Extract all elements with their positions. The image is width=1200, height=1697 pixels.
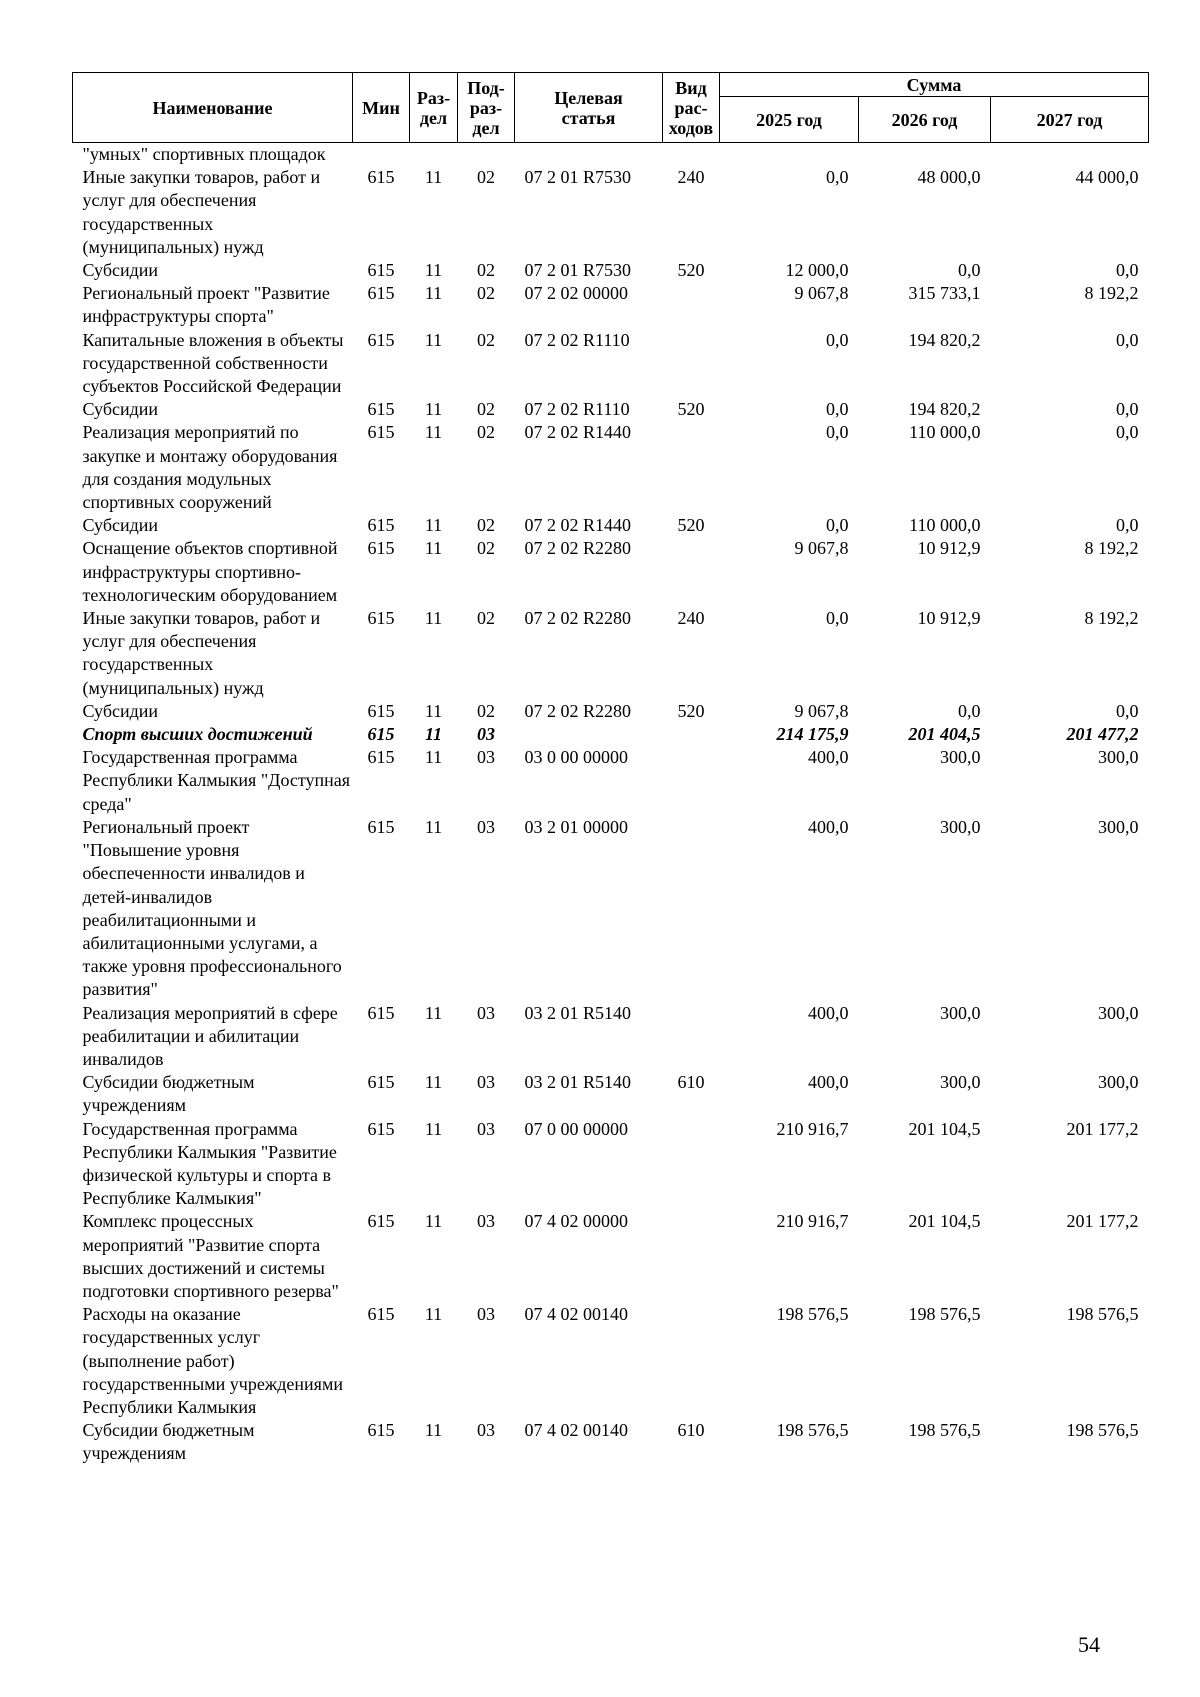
cell-min: 615 xyxy=(367,1072,395,1093)
cell-vid xyxy=(663,746,720,816)
cell-name: Субсидии xyxy=(82,260,159,281)
cell-2027: 300,0 xyxy=(1098,747,1139,768)
cell-name: Капитальные вложения в объекты государственной собственности субъектов Российской Федерации xyxy=(82,329,344,397)
cell-min: 615 xyxy=(367,399,395,420)
cell-podrazdel: 03 xyxy=(477,1118,495,1139)
cell-2025: 0,0 xyxy=(826,329,849,350)
cell-target: 07 2 02 R2280 xyxy=(524,538,632,559)
cell-2027: 198 576,5 xyxy=(1066,1420,1139,1441)
cell-podrazdel: 02 xyxy=(477,329,495,350)
cell-podrazdel: 02 xyxy=(477,283,495,304)
table-row xyxy=(73,1419,1149,1465)
cell-target: 03 0 00 00000 xyxy=(524,747,628,768)
cell-2025: 0,0 xyxy=(826,399,849,420)
cell-name: Государственная программа Республики Калмыкия "Развитие физической культуры и спорта в Республике Калмыкия" xyxy=(82,1118,337,1209)
cell-razdel: 11 xyxy=(424,515,443,536)
cell-2025: 0,0 xyxy=(826,608,849,629)
cell-2025: 0,0 xyxy=(826,515,849,536)
cell-razdel: 11 xyxy=(424,1420,443,1441)
cell-vid: 240 xyxy=(677,167,705,188)
cell-2027: 201 477,2 xyxy=(1066,724,1139,745)
cell-podrazdel: 03 xyxy=(477,747,495,768)
table-row xyxy=(73,816,1149,1002)
header-year-2025: 2025 год xyxy=(720,97,859,143)
cell-target: 07 2 02 R1110 xyxy=(524,399,630,420)
cell-2027: 201 177,2 xyxy=(1066,1118,1139,1139)
cell-target: 07 2 01 R7530 xyxy=(524,167,632,188)
cell-min: 615 xyxy=(367,1118,395,1139)
table-row xyxy=(73,398,1149,421)
cell-podrazdel: 03 xyxy=(477,1211,495,1232)
cell-2027: 201 177,2 xyxy=(1066,1211,1139,1232)
cell-razdel: 11 xyxy=(424,167,443,188)
cell-2026: 300,0 xyxy=(940,816,981,837)
cell-2027: 300,0 xyxy=(1098,816,1139,837)
cell-razdel: 11 xyxy=(424,700,443,721)
cell-2027 xyxy=(991,143,1149,167)
header-year-2027: 2027 год xyxy=(991,97,1149,143)
cell-min: 615 xyxy=(367,608,395,629)
cell-name: Региональный проект "Развитие инфраструктуры спорта" xyxy=(82,283,330,327)
cell-vid xyxy=(663,421,720,514)
cell-2026 xyxy=(859,143,991,167)
cell-target: 07 0 00 00000 xyxy=(524,1118,628,1139)
cell-vid xyxy=(663,1210,720,1303)
cell-2027: 0,0 xyxy=(1116,515,1139,536)
cell-2026: 201 104,5 xyxy=(908,1211,981,1232)
cell-vid xyxy=(663,723,720,746)
cell-name: Субсидии бюджетным учреждениям xyxy=(82,1072,255,1116)
header-min: Мин xyxy=(353,73,410,143)
cell-2026: 198 576,5 xyxy=(908,1420,981,1441)
cell-name: Субсидии xyxy=(82,700,159,721)
table-body xyxy=(73,143,1149,1466)
cell-target: 07 2 01 R7530 xyxy=(524,260,632,281)
table-row xyxy=(73,1118,1149,1211)
table-row xyxy=(73,329,1149,399)
cell-name: "умных" спортивных площадок xyxy=(82,144,326,164)
cell-razdel: 11 xyxy=(424,1211,443,1232)
cell-2026: 194 820,2 xyxy=(908,399,981,420)
cell-vid: 240 xyxy=(677,608,705,629)
cell-2026: 201 404,5 xyxy=(908,724,981,745)
cell-2027: 300,0 xyxy=(1098,1002,1139,1023)
cell-vid xyxy=(663,1303,720,1419)
cell-razdel: 11 xyxy=(424,747,443,768)
cell-vid: 520 xyxy=(677,700,705,721)
cell-razdel: 11 xyxy=(424,608,443,629)
cell-razdel: 11 xyxy=(424,1304,443,1325)
cell-vid xyxy=(663,816,720,1002)
table-row xyxy=(73,514,1149,537)
cell-2026: 110 000,0 xyxy=(909,515,981,536)
header-vid: Вид рас- ходов xyxy=(663,73,720,143)
cell-2025: 400,0 xyxy=(808,747,849,768)
budget-table xyxy=(72,72,1149,1466)
cell-podrazdel: 03 xyxy=(477,1420,495,1441)
cell-min: 615 xyxy=(367,422,395,443)
cell-2027: 198 576,5 xyxy=(1066,1304,1139,1325)
cell-vid: 520 xyxy=(677,399,705,420)
cell-vid: 520 xyxy=(677,515,705,536)
cell-2025: 9 067,8 xyxy=(794,283,849,304)
cell-2025: 400,0 xyxy=(808,1002,849,1023)
table-row xyxy=(73,1303,1149,1419)
cell-podrazdel: 02 xyxy=(477,608,495,629)
cell-vid xyxy=(663,537,720,607)
cell-podrazdel: 03 xyxy=(477,1072,495,1093)
cell-podrazdel: 03 xyxy=(477,1304,495,1325)
cell-2026: 300,0 xyxy=(940,747,981,768)
cell-name: Субсидии бюджетным учреждениям xyxy=(82,1420,255,1464)
cell-vid xyxy=(663,1118,720,1211)
cell-2025: 210 916,7 xyxy=(776,1211,849,1232)
cell-2026: 110 000,0 xyxy=(909,422,981,443)
cell-min: 615 xyxy=(367,167,395,188)
cell-2025: 198 576,5 xyxy=(776,1420,849,1441)
cell-target: 07 4 02 00140 xyxy=(524,1304,628,1325)
cell-razdel xyxy=(410,143,458,167)
cell-razdel: 11 xyxy=(424,283,443,304)
cell-vid xyxy=(663,1002,720,1072)
cell-target: 07 2 02 R2280 xyxy=(524,700,632,721)
cell-name: Государственная программа Республики Калмыкия "Доступная среда" xyxy=(82,747,351,814)
cell-podrazdel xyxy=(458,143,515,167)
cell-2027: 0,0 xyxy=(1116,422,1139,443)
cell-min: 615 xyxy=(367,538,395,559)
cell-2026: 300,0 xyxy=(940,1002,981,1023)
cell-vid: 520 xyxy=(677,260,705,281)
cell-vid: 610 xyxy=(677,1420,705,1441)
cell-min: 615 xyxy=(367,1002,395,1023)
table-header xyxy=(73,73,1149,143)
cell-razdel: 11 xyxy=(424,399,443,420)
cell-name: Комплекс процессных мероприятий "Развитие спорта высших достижений и системы подготовки спортивного резерва" xyxy=(82,1211,339,1301)
cell-2026: 315 733,1 xyxy=(908,283,981,304)
cell-razdel: 11 xyxy=(424,1118,443,1139)
cell-2025: 198 576,5 xyxy=(776,1304,849,1325)
table-row xyxy=(73,1210,1149,1303)
cell-podrazdel: 02 xyxy=(477,167,495,188)
header-target: Целевая статья xyxy=(515,73,663,143)
cell-name: Региональный проект "Повышение уровня обеспеченности инвалидов и детей-инвалидов реабилитационными и абилитационными услугами, а также уровня профессионального развития" xyxy=(82,816,342,1000)
cell-name: Реализация мероприятий в сфере реабилитации и абилитации инвалидов xyxy=(82,1002,338,1069)
cell-2027: 0,0 xyxy=(1116,260,1139,281)
cell-2025: 400,0 xyxy=(808,816,849,837)
cell-min: 615 xyxy=(367,747,395,768)
cell-2026: 0,0 xyxy=(958,260,981,281)
table-row xyxy=(73,143,1149,167)
cell-razdel: 11 xyxy=(424,422,443,443)
cell-vid: 610 xyxy=(677,1072,705,1093)
table-row xyxy=(73,607,1149,700)
cell-2026: 198 576,5 xyxy=(908,1304,981,1325)
cell-2025: 400,0 xyxy=(808,1072,849,1093)
cell-2025: 0,0 xyxy=(826,167,849,188)
cell-razdel: 11 xyxy=(424,1072,443,1093)
cell-2027: 0,0 xyxy=(1116,399,1139,420)
cell-target: 03 2 01 R5140 xyxy=(524,1002,632,1023)
cell-target: 07 2 02 R2280 xyxy=(524,608,632,629)
cell-2026: 48 000,0 xyxy=(917,167,981,188)
cell-min xyxy=(353,143,410,167)
cell-podrazdel: 03 xyxy=(477,816,495,837)
cell-vid xyxy=(663,143,720,167)
cell-2026: 201 104,5 xyxy=(908,1118,981,1139)
cell-2027: 44 000,0 xyxy=(1075,167,1139,188)
cell-2026: 300,0 xyxy=(940,1072,981,1093)
cell-podrazdel: 02 xyxy=(477,700,495,721)
cell-target: 07 4 02 00140 xyxy=(524,1420,628,1441)
cell-2026: 194 820,2 xyxy=(908,329,981,350)
header-podrazdel: Под- раз- дел xyxy=(458,73,515,143)
header-name: Наименование xyxy=(73,73,353,143)
cell-vid xyxy=(663,282,720,328)
cell-podrazdel: 02 xyxy=(477,422,495,443)
table-row xyxy=(73,1071,1149,1117)
cell-target: 07 2 02 R1110 xyxy=(524,329,630,350)
table-row xyxy=(73,421,1149,514)
cell-2027: 0,0 xyxy=(1116,329,1139,350)
cell-vid xyxy=(663,329,720,399)
cell-target: 07 2 02 00000 xyxy=(524,283,628,304)
cell-razdel: 11 xyxy=(424,1002,443,1023)
cell-razdel: 11 xyxy=(424,538,443,559)
cell-min: 615 xyxy=(367,816,395,837)
cell-min: 615 xyxy=(367,260,395,281)
page-number: 54 xyxy=(1078,1632,1100,1657)
cell-2025: 9 067,8 xyxy=(794,700,849,721)
cell-target: 07 2 02 R1440 xyxy=(524,515,632,536)
cell-2025: 0,0 xyxy=(826,422,849,443)
cell-min: 615 xyxy=(367,283,395,304)
cell-min: 615 xyxy=(367,1420,395,1441)
cell-min: 615 xyxy=(367,724,395,745)
cell-podrazdel: 02 xyxy=(477,399,495,420)
cell-podrazdel: 02 xyxy=(477,538,495,559)
cell-min: 615 xyxy=(367,700,395,721)
header-razdel: Раз- дел xyxy=(410,73,458,143)
cell-name: Реализация мероприятий по закупке и монтажу оборудования для создания модульных спортивных сооружений xyxy=(82,422,338,513)
cell-target: 03 2 01 R5140 xyxy=(524,1072,632,1093)
cell-target: 03 2 01 00000 xyxy=(524,816,628,837)
cell-2027: 8 192,2 xyxy=(1084,608,1139,629)
cell-min: 615 xyxy=(367,1304,395,1325)
table-row xyxy=(73,723,1149,746)
cell-2027: 0,0 xyxy=(1116,700,1139,721)
cell-razdel: 11 xyxy=(424,816,443,837)
cell-razdel: 11 xyxy=(424,724,442,745)
table-row xyxy=(73,166,1149,259)
table-row xyxy=(73,700,1149,723)
header-sum: Сумма xyxy=(720,73,1149,97)
cell-name: Иные закупки товаров, работ и услуг для обеспечения государственных (муниципальных) нужд xyxy=(82,167,321,257)
cell-2026: 10 912,9 xyxy=(917,608,981,629)
table-row xyxy=(73,746,1149,816)
table-row xyxy=(73,1002,1149,1072)
cell-target: 07 2 02 R1440 xyxy=(524,422,632,443)
cell-min: 615 xyxy=(367,329,395,350)
cell-2025: 210 916,7 xyxy=(776,1118,849,1139)
cell-2025: 12 000,0 xyxy=(785,260,849,281)
cell-podrazdel: 03 xyxy=(477,1002,495,1023)
cell-2027: 8 192,2 xyxy=(1084,283,1139,304)
cell-name: Спорт высших достижений xyxy=(82,724,313,745)
cell-name: Иные закупки товаров, работ и услуг для обеспечения государственных (муниципальных) нужд xyxy=(82,608,321,698)
cell-razdel: 11 xyxy=(424,329,443,350)
cell-target xyxy=(515,143,663,167)
cell-razdel: 11 xyxy=(424,260,443,281)
cell-2026: 10 912,9 xyxy=(917,538,981,559)
cell-2025: 9 067,8 xyxy=(794,538,849,559)
cell-2027: 300,0 xyxy=(1098,1072,1139,1093)
cell-target xyxy=(515,723,663,746)
cell-target: 07 4 02 00000 xyxy=(524,1211,628,1232)
header-year-2026: 2026 год xyxy=(859,97,991,143)
cell-name: Субсидии xyxy=(82,399,159,420)
table-row xyxy=(73,259,1149,282)
cell-2025 xyxy=(720,143,859,167)
cell-podrazdel: 03 xyxy=(477,724,495,745)
cell-name: Оснащение объектов спортивной инфраструктуры спортивно-технологическим оборудованием xyxy=(82,538,338,605)
cell-name: Расходы на оказание государственных услуг (выполнение работ) государственными учреждениями Республики Калмыкия xyxy=(82,1304,343,1417)
cell-podrazdel: 02 xyxy=(477,515,495,536)
table-row xyxy=(73,282,1149,328)
table-row xyxy=(73,537,1149,607)
cell-min: 615 xyxy=(367,515,395,536)
cell-2027: 8 192,2 xyxy=(1084,538,1139,559)
cell-2025: 214 175,9 xyxy=(776,724,849,745)
cell-min: 615 xyxy=(367,1211,395,1232)
cell-name: Субсидии xyxy=(82,515,159,536)
cell-2026: 0,0 xyxy=(958,700,981,721)
cell-podrazdel: 02 xyxy=(477,260,495,281)
